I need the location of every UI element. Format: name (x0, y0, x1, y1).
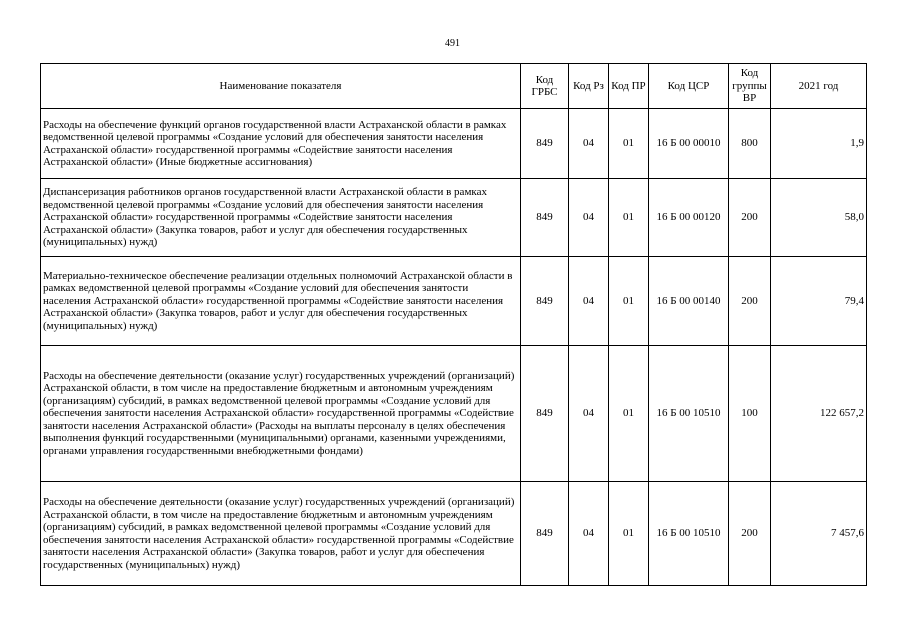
table-row (41, 346, 867, 482)
page-number: 491 (445, 38, 460, 49)
budget-table (40, 63, 867, 586)
row-csr: 16 Б 00 00140 (649, 257, 729, 346)
row-csr: 16 Б 00 00120 (649, 179, 729, 257)
row-rz: 04 (569, 179, 609, 257)
row-rz: 04 (569, 109, 609, 179)
header-pr: Код ПР (609, 64, 649, 109)
row-vr: 100 (729, 346, 771, 482)
header-grbs: Код ГРБС (521, 64, 569, 109)
row-amount: 7 457,6 (771, 482, 867, 586)
row-rz: 04 (569, 482, 609, 586)
header-rz: Код Рз (569, 64, 609, 109)
row-amount: 58,0 (771, 179, 867, 257)
header-year: 2021 год (771, 64, 867, 109)
row-csr: 16 Б 00 10510 (649, 482, 729, 586)
row-csr: 16 Б 00 00010 (649, 109, 729, 179)
row-pr: 01 (609, 109, 649, 179)
row-pr: 01 (609, 179, 649, 257)
row-vr: 800 (729, 109, 771, 179)
row-pr: 01 (609, 346, 649, 482)
row-vr: 200 (729, 179, 771, 257)
row-name: Расходы на обеспечение функций органов государственной власти Астраханской области в рамках ведомственной целевой программы «Создание условий для обеспечения занятости населения Астраханской области» государственной программы «Содействие занятости населения Астраханской области» (Иные бюджетные ассигнования) (41, 109, 521, 179)
header-vr: Код группы ВР (729, 64, 771, 109)
header-name: Наименование показателя (41, 64, 521, 109)
header-csr: Код ЦСР (649, 64, 729, 109)
row-rz: 04 (569, 346, 609, 482)
table-header-row (41, 64, 867, 109)
row-name: Расходы на обеспечение деятельности (оказание услуг) государственных учреждений (организаций) Астраханской области, в том числе на предоставление бюджетным и автономным учреждениям (организациям) субсидий, в рамках ведомственной целевой программы «Создание условий для обеспечения занятости населения Астраханской области» государственной программы «Содействие занятости населения Астраханской области» (Закупка товаров, работ и услуг для обеспечения государственных (муниципальных) нужд) (41, 482, 521, 586)
row-grbs: 849 (521, 257, 569, 346)
row-amount: 1,9 (771, 109, 867, 179)
table-row (41, 109, 867, 179)
row-vr: 200 (729, 482, 771, 586)
row-rz: 04 (569, 257, 609, 346)
row-pr: 01 (609, 257, 649, 346)
row-vr: 200 (729, 257, 771, 346)
row-grbs: 849 (521, 179, 569, 257)
row-grbs: 849 (521, 482, 569, 586)
table-row (41, 179, 867, 257)
row-name: Материально-техническое обеспечение реализации отдельных полномочий Астраханской области в рамках ведомственной целевой программы «Создание условий для обеспечения занятости населения Астраханской области» государственной программы «Содействие занятости населения Астраханской области» (Закупка товаров, работ и услуг для обеспечения государственных (муниципальных) нужд) (41, 257, 521, 346)
row-amount: 122 657,2 (771, 346, 867, 482)
row-pr: 01 (609, 482, 649, 586)
row-grbs: 849 (521, 346, 569, 482)
row-csr: 16 Б 00 10510 (649, 346, 729, 482)
row-amount: 79,4 (771, 257, 867, 346)
row-name: Расходы на обеспечение деятельности (оказание услуг) государственных учреждений (организаций) Астраханской области, в том числе на предоставление бюджетным и автономным учреждениям (организациям) субсидий, в рамках ведомственной целевой программы «Создание условий для обеспечения занятости населения Астраханской области» государственной программы «Содействие занятости населения Астраханской области» (Расходы на выплаты персоналу в целях обеспечения выполнения функций государственными (муниципальными) органами, казенными учреждениями, органами управления государственными внебюджетными фондами) (41, 346, 521, 482)
row-grbs: 849 (521, 109, 569, 179)
row-name: Диспансеризация работников органов государственной власти Астраханской области в рамках ведомственной целевой программы «Создание условий для обеспечения занятости населения Астраханской области» государственной программы «Содействие занятости населения Астраханской области» (Закупка товаров, работ и услуг для обеспечения государственных (муниципальных) нужд) (41, 179, 521, 257)
table-row (41, 257, 867, 346)
table-row (41, 482, 867, 586)
